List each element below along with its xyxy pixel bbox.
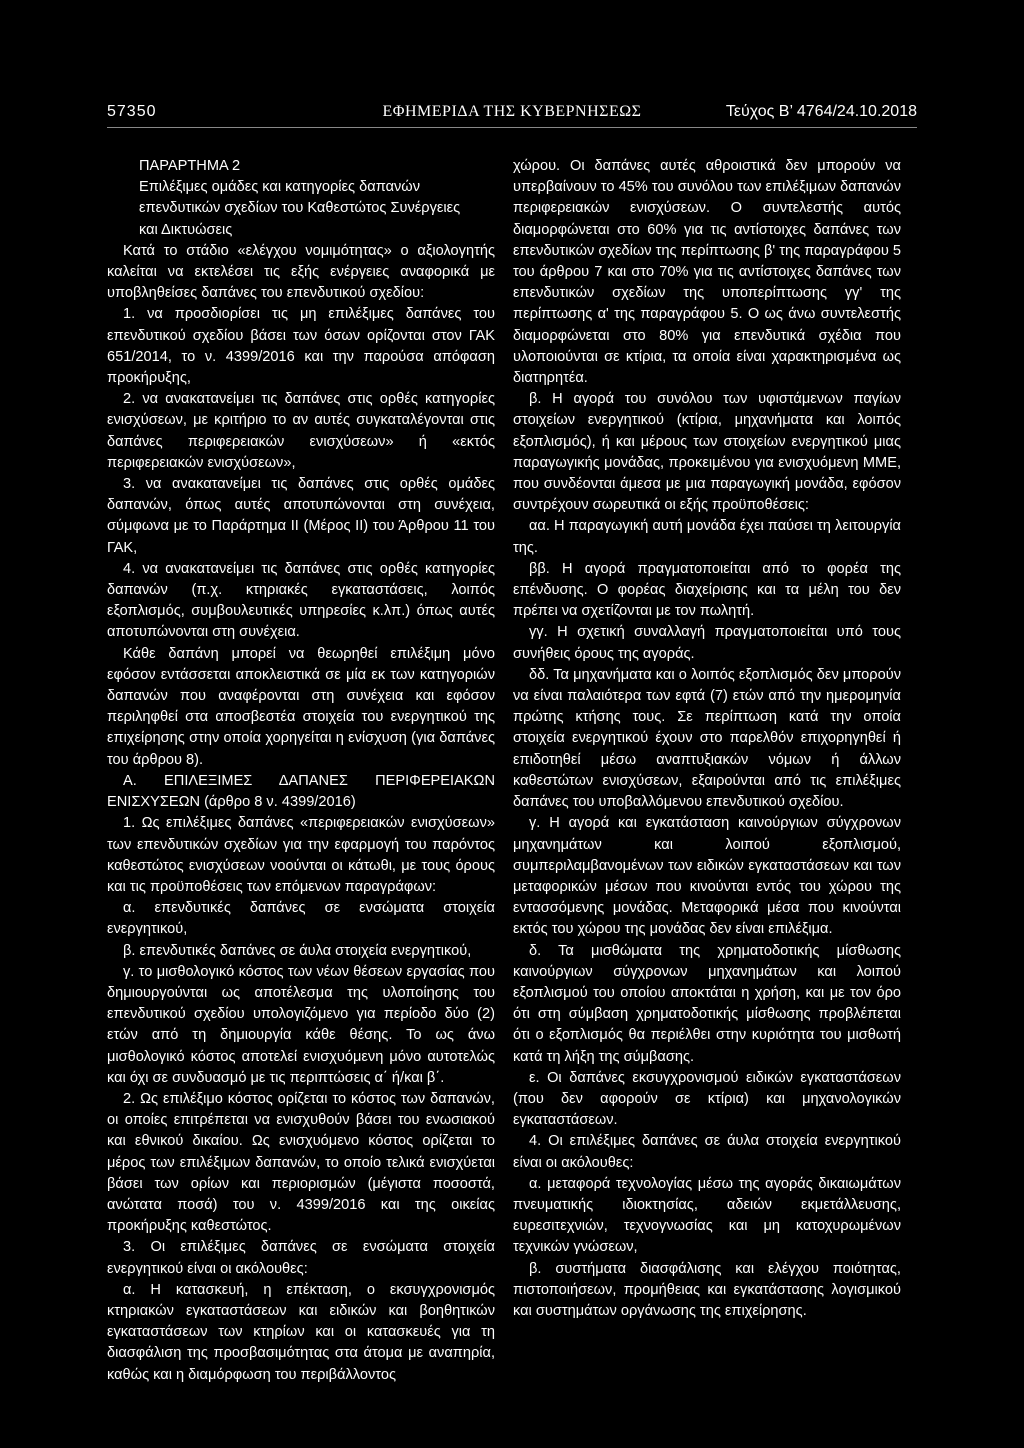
paragraph: 3. να ανακατανείμει τις δαπάνες στις ορθές ομάδες δαπανών, όπως αυτές αποτυπώνονται στη συνέχεια, σύμφωνα με το Παράρτημα ΙΙ (Μέρος ΙΙ) του Άρθρου 11 του ΓΑΚ, <box>107 476 495 556</box>
paragraph: 4. Οι επιλέξιμες δαπάνες σε άυλα στοιχεία ενεργητικού είναι οι ακόλουθες: <box>513 1133 901 1171</box>
annex-subtitle-line: και Δικτυώσεις <box>139 221 233 238</box>
paragraph: β. επενδυτικές δαπάνες σε άυλα στοιχεία ενεργητικού, <box>123 942 472 959</box>
annex-subtitle-line: Επιλέξιμες ομάδες και κατηγορίες δαπανών <box>139 179 420 196</box>
paragraph: γ. το μισθολογικό κόστος των νέων θέσεων εργασίας που δημιουργούνται ως αποτέλεσμα της υλοποίησης του επενδυτικού σχεδίου υπολογιζόμενο για περίοδο δύο (2) ετών από τη δημιουργία κάθε θέσης. Το ως άνω μισθολογικό κόστος αποτελεί ενισχυόμενη μόνο αυτοτελώς και όχι σε συνδυασμό με τις περιπτώσεις α΄ ή/και β΄. <box>107 963 495 1086</box>
paragraph: χώρου. Οι δαπάνες αυτές αθροιστικά δεν μπορούν να υπερβαίνουν το 45% του συνόλου των επιλέξιμων δαπανών περιφερειακών ενισχύσεων. Ο συντελεστής αυτός διαμορφώνεται στο 60% για τις αντίστοιχες δαπάνες των επενδυτικών σχεδίων της περίπτωσης β' της παραγράφου 5 του άρθρου 7 και στο 70% για τις αντίστοιχες δαπάνες των επενδυτικών σχεδίων της υποπερίπτωσης γγ' της περίπτωσης α' της παραγράφου 5. Ο ως άνω συντελεστής διαμορφώνεται στο 80% για επενδυτικά σχέδια που υλοποιούνται σε κτίρια, τα οποία είναι χαρακτηρισμένα ως διατηρητέα. <box>513 158 901 387</box>
paragraph: δδ. Τα μηχανήματα και ο λοιπός εξοπλισμός δεν μπορούν να είναι παλαιότερα των εφτά (7) ετών από την ημερομηνία πρώτης κτήσης τους. Σε περίπτωση κατά την οποία στοιχεία ενεργητικού έχουν στο παρελθόν επιχορηγηθεί ή επιδοτηθεί μέσω αναπτυξιακών νόμων ή άλλων καθεστώτων ενισχύσεων, εξαιρούνται από τις επιλέξιμες δαπάνες του υποβαλλόμενου επενδυτικού σχεδίου. <box>513 666 901 811</box>
paragraph: Κατά το στάδιο «ελέγχου νομιμότητας» ο αξιολογητής καλείται να εκτελέσει τις εξής ενέργειες αναφορικά με υποβληθείσες δαπάνες του επενδυτικού σχεδίου: <box>107 242 495 302</box>
paragraph: ββ. Η αγορά πραγματοποιείται από το φορέα της επένδυσης. Ο φορέας διαχείρισης και τα μέλη του δεν πρέπει να σχετίζονται με τον πωλητή. <box>513 560 901 620</box>
annex-title <box>107 156 495 241</box>
paragraph: γγ. Η σχετική συναλλαγή πραγματοποιείται υπό τους συνήθεις όρους της αγοράς. <box>513 624 901 662</box>
paragraph: γ. Η αγορά και εγκατάσταση καινούργιων σύγχρονων μηχανημάτων και λοιπού εξοπλισμού, συμπεριλαμβανομένων των ειδικών εγκαταστάσεων και των μεταφορικών μέσων που κινούνται εντός του χώρου της εντασσόμενης μονάδας. Μεταφορικά μέσα που κινούνται εκτός του χώρου της μονάδας δεν είναι επιλέξιμα. <box>513 815 901 938</box>
page-header <box>107 97 917 128</box>
annex-subtitle-line: επενδυτικών σχεδίων του Καθεστώτος Συνέργειες <box>139 200 461 217</box>
right-column <box>513 156 901 1322</box>
left-column <box>107 156 495 1386</box>
paragraph: β. συστήματα διασφάλισης και ελέγχου ποιότητας, πιστοποιήσεων, προμήθειας και εγκατάστασης λογισμικού και συστημάτων οργάνωσης της επιχείρησης. <box>513 1260 901 1319</box>
paragraph: α. Η κατασκευή, η επέκταση, ο εκσυγχρονισμός κτηριακών εγκαταστάσεων και ειδικών και βοηθητικών εγκαταστάσεων των κτηρίων και οι κατασκευές για τη διασφάλιση της προσβασιμότητας στα άτομα με αναπηρία, καθώς και η διαμόρφωση του περιβάλλοντος <box>107 1281 495 1383</box>
paragraph: 4. να ανακατανείμει τις δαπάνες στις ορθές κατηγορίες δαπανών (π.χ. κτηριακές εγκαταστάσεις, λοιπός εξοπλισμός, συμβουλευτικές υπηρεσίες κ.λπ.) όπως αυτές αποτυπώνονται στη συνέχεια. <box>107 560 495 641</box>
section-heading: Α. ΕΠΙΛΕΞΙΜΕΣ ΔΑΠΑΝΕΣ ΠΕΡΙΦΕΡΕΙΑΚΩΝ ΕΝΙΣΧΥΣΕΩΝ (άρθρο 8 ν. 4399/2016) <box>107 772 495 811</box>
issue-number: Τεύχος Β’ 4764/24.10.2018 <box>725 103 917 120</box>
paragraph: 2. Ως επιλέξιμο κόστος ορίζεται το κόστος των δαπανών, οι οποίες επιτρέπεται να ενισχυθούν βάσει του ενωσιακού και εθνικού δικαίου. Ως ενισχυόμενο κόστος ορίζεται το μέρος των επιλέξιμων δαπανών, το οποίο τελικά ενισχύεται βάσει των ορίων και περιορισμών (μέγιστα ποσοστά, ανώτατα ποσά) του ν. 4399/2016 και της οικείας προκήρυξης καθεστώτος. <box>107 1090 495 1235</box>
annex-heading: ΠΑΡΑΡΤΗΜΑ 2 <box>139 158 241 174</box>
paragraph: δ. Τα μισθώματα της χρηματοδοτικής μίσθωσης καινούργιων σύγχρονων μηχανημάτων και λοιπού εξοπλισμού του οποίου αποκτάται η χρήση, και με τον όρο ότι στη σύμβαση χρηματοδοτικής μίσθωσης προβλέπεται ότι ο εξοπλισμός θα περιέλθει στην κυριότητα του μισθωτή κατά τη λήξη της σύμβασης. <box>513 942 901 1065</box>
paragraph: ε. Οι δαπάνες εκσυγχρονισμού ειδικών εγκαταστάσεων (που δεν αφορούν σε κτίρια) και μηχανολογικών εγκαταστάσεων. <box>513 1069 901 1129</box>
page-number: 57350 <box>107 103 157 120</box>
paragraph: 1. Ως επιλέξιμες δαπάνες «περιφερειακών ενισχύσεων» των επενδυτικών σχεδίων για την εφαρμογή του παρόντος καθεστώτος ενισχύσεων νοούνται οι κάτωθι, με τους όρους και τις προϋποθέσεις των επόμενων παραγράφων: <box>107 815 495 895</box>
paragraph: 2. να ανακατανείμει τις δαπάνες στις ορθές κατηγορίες ενισχύσεων, με κριτήριο το αν αυτές συγκαταλέγονται στις δαπάνες περιφερειακών ενισχύσεων» ή «εκτός περιφερειακών ενισχύσεων», <box>107 391 495 471</box>
paragraph: αα. Η παραγωγική αυτή μονάδα έχει παύσει τη λειτουργία της. <box>513 518 901 556</box>
paragraph: Κάθε δαπάνη μπορεί να θεωρηθεί επιλέξιμη μόνο εφόσον εντάσσεται αποκλειστικά σε μία εκ των κατηγοριών δαπανών που αναφέρονται στη συνέχεια και εφόσον περιληφθεί στα αποσβεστέα στοιχεία του ενεργητικού της επιχείρησης στην οποία χορηγείται η ενίσχυση (για δαπάνες του άρθρου 8). <box>107 645 495 768</box>
gazette-title: ΕΦΗΜΕΡΙΔΑ ΤΗΣ ΚΥΒΕΡΝΗΣΕΩΣ <box>382 103 642 120</box>
paragraph: 1. να προσδιορίσει τις μη επιλέξιμες δαπάνες του επενδυτικού σχεδίου βάσει των όσων ορίζονται στον ΓΑΚ 651/2014, το ν. 4399/2016 και την παρούσα απόφαση προκήρυξης, <box>107 306 495 387</box>
paragraph: α. επενδυτικές δαπάνες σε ενσώματα στοιχεία ενεργητικού, <box>107 900 495 938</box>
paragraph: β. Η αγορά του συνόλου των υφιστάμενων παγίων στοιχείων ενεργητικού (κτίρια, μηχανήματα και λοιπός εξοπλισμός), ή και μέρους των στοιχείων ενεργητικού μιας παραγωγικής μονάδας, προκειμένου για ενισχυόμενη ΜΜΕ, που συνδέονται άμεσα με μια παραγωγική μονάδα, εφόσον συντρέχουν σωρευτικά οι εξής προϋποθέσεις: <box>513 391 901 514</box>
paragraph: α. μεταφορά τεχνολογίας μέσω της αγοράς δικαιωμάτων πνευματικής ιδιοκτησίας, αδειών εκμετάλλευσης, ευρεσιτεχνιών, τεχνογνωσίας και μη κατοχυρωμένων τεχνικών γνώσεων, <box>513 1175 901 1256</box>
paragraph: 3. Οι επιλέξιμες δαπάνες σε ενσώματα στοιχεία ενεργητικού είναι οι ακόλουθες: <box>107 1239 495 1277</box>
